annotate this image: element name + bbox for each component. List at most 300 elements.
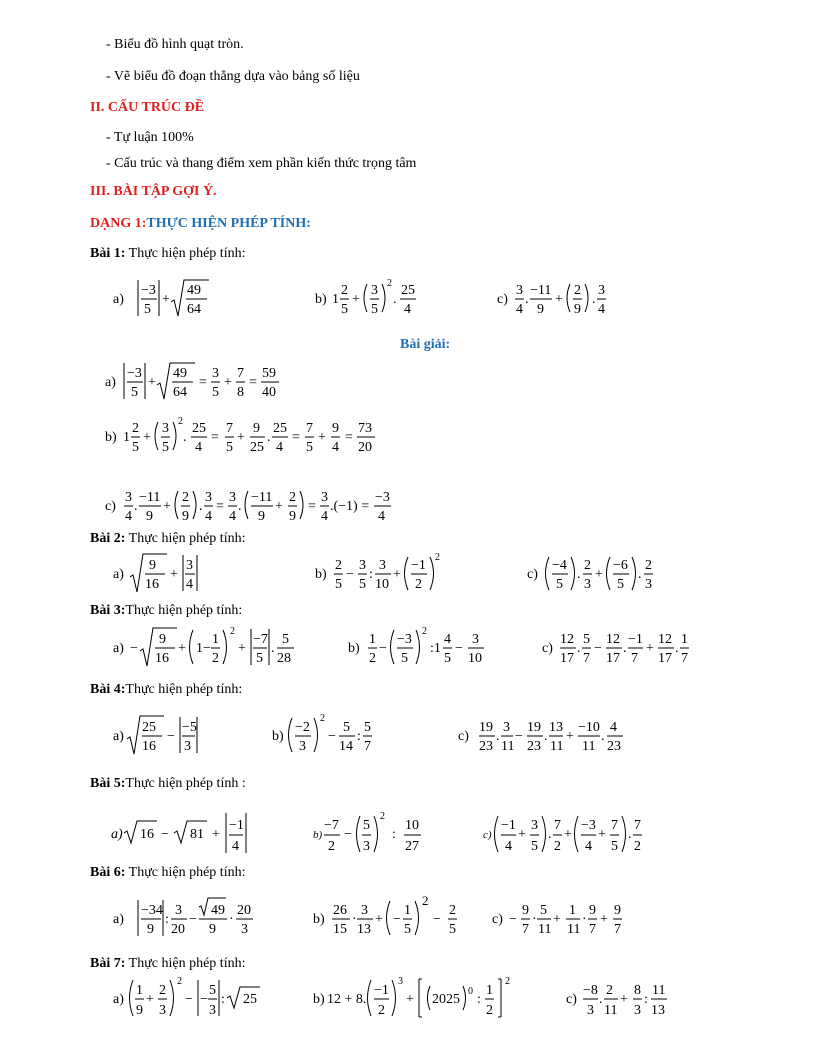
svg-text:2: 2	[230, 626, 235, 637]
bai-5-b-expression	[313, 808, 453, 858]
bai-5-heading	[90, 775, 246, 793]
svg-text:−3: −3	[581, 818, 596, 833]
svg-text:25: 25	[273, 421, 287, 436]
svg-text:a): a)	[113, 292, 124, 307]
svg-text:23: 23	[479, 739, 493, 754]
svg-text:4: 4	[598, 302, 605, 317]
svg-text:20: 20	[237, 903, 251, 918]
svg-text:4: 4	[610, 720, 617, 735]
svg-text:4: 4	[505, 839, 512, 854]
svg-text:.: .	[183, 430, 187, 445]
svg-text:a): a)	[113, 912, 124, 927]
svg-text:−10: −10	[578, 720, 600, 735]
svg-text:.: .	[496, 729, 500, 744]
bai-7-label: Bài 7:	[90, 956, 126, 971]
bai-1-b-expression	[315, 276, 445, 320]
svg-text:2: 2	[369, 651, 376, 666]
svg-text:9: 9	[258, 509, 265, 524]
svg-text:8: 8	[237, 385, 244, 400]
svg-text:3: 3	[184, 739, 191, 754]
bai-3-text: Thực hiện phép tính:	[125, 603, 243, 618]
svg-text:1: 1	[486, 983, 493, 998]
svg-text:5: 5	[401, 651, 408, 666]
svg-text:1: 1	[569, 903, 576, 918]
svg-text:4: 4	[516, 302, 523, 317]
svg-text:3: 3	[159, 1003, 166, 1018]
svg-text:+: +	[146, 992, 154, 1007]
svg-text:.: .	[601, 729, 605, 744]
svg-text:2: 2	[634, 839, 641, 854]
svg-text:−1: −1	[411, 558, 426, 573]
svg-text:4: 4	[186, 577, 193, 592]
svg-text:+: +	[238, 641, 246, 656]
svg-text:a): a)	[113, 992, 124, 1007]
svg-text:−3: −3	[375, 490, 390, 505]
svg-text:+: +	[375, 912, 383, 927]
bai-6-a-expression	[113, 895, 273, 941]
svg-text:=: =	[292, 430, 300, 445]
svg-text:−11: −11	[530, 283, 552, 298]
svg-text:11: 11	[582, 739, 596, 754]
svg-text:−: −	[328, 729, 336, 744]
svg-text:64: 64	[173, 385, 187, 400]
svg-text:4: 4	[232, 839, 239, 854]
svg-text:5: 5	[364, 720, 371, 735]
svg-text:1: 1	[123, 430, 130, 445]
svg-text:−: −	[433, 912, 441, 927]
svg-text:3: 3	[371, 283, 378, 298]
svg-text:2: 2	[554, 839, 561, 854]
svg-text:3: 3	[359, 558, 366, 573]
svg-text:−4: −4	[552, 558, 567, 573]
svg-text:b): b)	[348, 641, 360, 656]
dang-1-title: DẠNG 1:THỰC HIỆN PHÉP TÍNH:	[90, 216, 311, 231]
svg-text:9: 9	[149, 558, 156, 573]
bai-5-label: Bài 5:	[90, 776, 126, 791]
svg-text:+: +	[178, 641, 186, 656]
svg-text:7: 7	[237, 366, 244, 381]
svg-text:3: 3	[645, 577, 652, 592]
structure-item-essay: - Tự luận 100%	[106, 130, 194, 145]
svg-text::: :	[644, 992, 648, 1007]
svg-text:.: .	[271, 641, 275, 656]
svg-text:25: 25	[250, 440, 264, 455]
bai-2-heading	[90, 530, 245, 548]
svg-text:49: 49	[187, 283, 201, 298]
svg-text:3: 3	[398, 976, 403, 987]
svg-text:7: 7	[364, 739, 371, 754]
svg-text:5: 5	[132, 440, 139, 455]
bai-4-c-expression	[458, 712, 638, 758]
svg-text:5: 5	[144, 302, 151, 317]
svg-text:5: 5	[306, 440, 313, 455]
bai-2-label: Bài 2:	[90, 531, 126, 546]
bai-7-b-expression	[313, 974, 533, 1022]
svg-text:−: −	[130, 641, 138, 656]
svg-text:17: 17	[606, 651, 620, 666]
svg-text:·: ·	[229, 912, 234, 927]
svg-text:7: 7	[681, 651, 688, 666]
svg-text:.: .	[592, 292, 596, 307]
svg-text:3: 3	[531, 818, 538, 833]
svg-text:+: +	[224, 375, 232, 390]
svg-text:·: ·	[582, 912, 587, 927]
bai-5-text: Thực hiện phép tính :	[125, 776, 246, 791]
svg-text:5: 5	[611, 839, 618, 854]
svg-text::: :	[221, 992, 225, 1007]
svg-text:5: 5	[583, 632, 590, 647]
svg-text:2: 2	[182, 490, 189, 505]
svg-text:5: 5	[343, 720, 350, 735]
svg-text:+: +	[646, 641, 654, 656]
svg-text:9: 9	[182, 509, 189, 524]
svg-text:8: 8	[634, 983, 641, 998]
svg-text:4: 4	[205, 509, 212, 524]
svg-text:12: 12	[560, 632, 574, 647]
bai-4-b-expression	[272, 712, 392, 758]
svg-text:3: 3	[162, 421, 169, 436]
bai-3-label: Bài 3:	[90, 603, 126, 618]
svg-text:11: 11	[604, 1003, 618, 1018]
bai-7-a-expression	[113, 974, 273, 1022]
svg-text:−: −	[594, 641, 602, 656]
svg-text:5: 5	[282, 632, 289, 647]
svg-text:2: 2	[178, 416, 183, 427]
svg-text:2: 2	[645, 558, 652, 573]
bai-2-a-expression	[113, 550, 223, 596]
svg-text:2: 2	[422, 893, 429, 908]
svg-text:−1: −1	[374, 983, 389, 998]
svg-text:b): b)	[315, 292, 327, 307]
svg-text:.: .	[548, 827, 552, 842]
svg-text:3: 3	[472, 632, 479, 647]
svg-text:4: 4	[585, 839, 592, 854]
svg-text:2: 2	[606, 983, 613, 998]
svg-text:−11: −11	[139, 490, 161, 505]
svg-text:b): b)	[313, 912, 325, 927]
svg-text:5: 5	[617, 577, 624, 592]
svg-text:−5: −5	[182, 720, 197, 735]
svg-text:3: 3	[299, 739, 306, 754]
svg-text:.: .	[199, 499, 203, 514]
svg-text:.: .	[623, 641, 627, 656]
section-structure-title: II. CẤU TRÚC ĐỀ	[90, 100, 205, 115]
svg-text:19: 19	[479, 720, 493, 735]
svg-text:5: 5	[404, 922, 411, 937]
svg-text:2: 2	[505, 976, 510, 987]
svg-text:a): a)	[111, 827, 123, 842]
bai-6-c-expression	[492, 895, 652, 941]
svg-text:4: 4	[444, 632, 451, 647]
svg-text:+: +	[566, 729, 574, 744]
svg-text:+: +	[318, 430, 326, 445]
svg-text:2: 2	[335, 558, 342, 573]
svg-text:−: −	[200, 992, 208, 1007]
svg-text:+: +	[600, 912, 608, 927]
bai-6-b-expression	[313, 895, 473, 941]
bai-5-c-expression	[483, 808, 663, 858]
svg-text:5: 5	[226, 440, 233, 455]
svg-text:40: 40	[262, 385, 276, 400]
svg-text:.: .	[599, 992, 603, 1007]
bai-1-solution-a	[105, 358, 305, 402]
svg-text:.: .	[577, 567, 581, 582]
svg-text:=: =	[345, 430, 353, 445]
bai-3-b-expression	[348, 622, 508, 670]
svg-text:+: +	[163, 499, 171, 514]
bai-6-text: Thực hiện phép tính:	[125, 865, 246, 880]
svg-text:5: 5	[371, 302, 378, 317]
svg-text:b): b)	[315, 567, 327, 582]
svg-text:28: 28	[277, 651, 291, 666]
svg-text:c): c)	[542, 641, 553, 656]
svg-text:3: 3	[361, 903, 368, 918]
svg-text:−2: −2	[295, 720, 310, 735]
bai-3-c-expression	[542, 622, 712, 670]
svg-text:16: 16	[145, 577, 159, 592]
svg-text:4: 4	[276, 440, 283, 455]
svg-text:20: 20	[171, 922, 185, 937]
svg-text:−8: −8	[583, 983, 598, 998]
svg-text:25: 25	[401, 283, 415, 298]
bai-4-a-expression	[113, 712, 223, 758]
svg-text:19: 19	[527, 720, 541, 735]
svg-text:5: 5	[531, 839, 538, 854]
svg-text:13: 13	[651, 1003, 665, 1018]
intro-bullet-pie-chart: - Biểu đồ hình quạt tròn.	[106, 37, 244, 52]
svg-text:7: 7	[226, 421, 233, 436]
svg-text:=: =	[216, 499, 224, 514]
svg-text:23: 23	[527, 739, 541, 754]
section-exercises-title: III. BÀI TẬP GỢI Ý.	[90, 184, 217, 199]
svg-text:16: 16	[140, 827, 154, 842]
svg-text:−1: −1	[229, 818, 244, 833]
svg-text:2: 2	[159, 983, 166, 998]
svg-text::: :	[369, 567, 373, 582]
svg-text:7: 7	[306, 421, 313, 436]
svg-text:4: 4	[229, 509, 236, 524]
bai-7-text: Thực hiện phép tính:	[125, 956, 246, 971]
structure-item-scoring: - Cấu trúc và thang điểm xem phần kiến thức trọng tâm	[106, 156, 417, 171]
svg-text:+: +	[393, 567, 401, 582]
svg-text:−: −	[346, 567, 354, 582]
svg-text:9: 9	[159, 632, 166, 647]
svg-text:5: 5	[131, 385, 138, 400]
svg-text:2: 2	[289, 490, 296, 505]
svg-text:5: 5	[540, 903, 547, 918]
svg-text:+: +	[143, 430, 151, 445]
svg-text:49: 49	[173, 366, 187, 381]
svg-text:2: 2	[387, 278, 392, 289]
svg-text:2: 2	[132, 421, 139, 436]
svg-text:−: −	[185, 992, 193, 1007]
svg-text:c): c)	[527, 567, 538, 582]
svg-text:−1: −1	[501, 818, 516, 833]
svg-text:4: 4	[378, 509, 385, 524]
svg-text:7: 7	[611, 818, 618, 833]
svg-text:+: +	[598, 827, 606, 842]
bai-1-heading	[90, 245, 245, 263]
bai-1-a-expression	[113, 276, 233, 320]
svg-text:+: +	[553, 912, 561, 927]
svg-text:.: .	[525, 292, 529, 307]
svg-text:26: 26	[333, 903, 347, 918]
svg-text:9: 9	[614, 903, 621, 918]
svg-text:25: 25	[142, 720, 156, 735]
svg-text:9: 9	[589, 903, 596, 918]
bai-3-a-expression	[113, 622, 313, 670]
svg-text:11: 11	[567, 922, 581, 937]
svg-text:−: −	[189, 912, 197, 927]
svg-text:2: 2	[435, 552, 440, 563]
svg-text:10: 10	[375, 577, 389, 592]
svg-text:3: 3	[209, 1003, 216, 1018]
svg-text:−11: −11	[251, 490, 273, 505]
svg-text:59: 59	[262, 366, 276, 381]
svg-text:1: 1	[212, 632, 219, 647]
svg-text:7: 7	[631, 651, 638, 666]
svg-text:20: 20	[358, 440, 372, 455]
svg-text:3: 3	[125, 490, 132, 505]
svg-text:+: +	[237, 430, 245, 445]
svg-text:3: 3	[229, 490, 236, 505]
svg-text:+: +	[352, 292, 360, 307]
svg-text:c): c)	[492, 912, 503, 927]
svg-text:12 + 8.: 12 + 8.	[327, 992, 367, 1007]
svg-text:b): b)	[313, 992, 325, 1007]
svg-text:5: 5	[359, 577, 366, 592]
svg-text:2: 2	[574, 283, 581, 298]
svg-text:2: 2	[320, 713, 325, 724]
svg-text:3: 3	[186, 558, 193, 573]
svg-text:=: =	[199, 375, 207, 390]
svg-text:3: 3	[212, 366, 219, 381]
svg-text:9: 9	[522, 903, 529, 918]
svg-text:3: 3	[379, 558, 386, 573]
svg-text:5: 5	[209, 983, 216, 998]
svg-text:23: 23	[607, 739, 621, 754]
bai-1-c-expression	[497, 276, 627, 320]
svg-text:−: −	[393, 912, 401, 927]
svg-text:15: 15	[333, 922, 347, 937]
svg-text:1: 1	[369, 632, 376, 647]
svg-text:a): a)	[105, 375, 116, 390]
svg-text:−: −	[515, 729, 523, 744]
svg-text:a): a)	[113, 641, 124, 656]
bai-7-c-expression	[566, 974, 696, 1022]
svg-text:.: .	[577, 641, 581, 656]
svg-text:9: 9	[332, 421, 339, 436]
svg-text:−7: −7	[324, 818, 339, 833]
svg-text:2: 2	[415, 577, 422, 592]
svg-text:b): b)	[272, 729, 284, 744]
svg-text:3: 3	[205, 490, 212, 505]
svg-text:9: 9	[209, 922, 216, 937]
bai-4-text: Thực hiện phép tính:	[125, 682, 243, 697]
svg-text::: :	[165, 912, 169, 927]
bai-5-a-expression	[111, 808, 251, 858]
svg-text:9: 9	[289, 509, 296, 524]
svg-text:2: 2	[341, 283, 348, 298]
svg-text:16: 16	[155, 651, 169, 666]
svg-text:7: 7	[554, 818, 561, 833]
bai-1-solution-b	[105, 413, 405, 457]
svg-text:4: 4	[321, 509, 328, 524]
svg-text:5: 5	[256, 651, 263, 666]
svg-text:4: 4	[404, 302, 411, 317]
svg-text:b): b)	[313, 829, 323, 841]
svg-text:9: 9	[146, 509, 153, 524]
svg-text::: :	[392, 827, 396, 842]
svg-text:13: 13	[357, 922, 371, 937]
svg-text:25: 25	[192, 421, 206, 436]
svg-text:+: +	[148, 375, 156, 390]
svg-text:7: 7	[589, 922, 596, 937]
svg-text:27: 27	[405, 839, 419, 854]
svg-text:−34: −34	[141, 903, 163, 918]
svg-text:11: 11	[652, 983, 666, 998]
svg-text:+: +	[595, 567, 603, 582]
svg-text:25: 25	[243, 992, 257, 1007]
svg-text:3: 3	[321, 490, 328, 505]
svg-text:3: 3	[634, 1003, 641, 1018]
svg-text:=: =	[249, 375, 257, 390]
svg-text:a): a)	[113, 567, 124, 582]
svg-text:−: −	[344, 827, 352, 842]
svg-text:73: 73	[358, 421, 372, 436]
svg-text:2: 2	[380, 811, 385, 822]
svg-text:.: .	[628, 827, 632, 842]
svg-text:−: −	[455, 641, 463, 656]
svg-text:3: 3	[241, 922, 248, 937]
svg-text:2: 2	[422, 626, 427, 637]
svg-text:81: 81	[190, 827, 204, 842]
svg-text:2: 2	[378, 1003, 385, 1018]
svg-text:c): c)	[497, 292, 508, 307]
svg-text:b): b)	[105, 430, 117, 445]
bai-4-label: Bài 4:	[90, 682, 126, 697]
svg-text:3: 3	[175, 903, 182, 918]
svg-text:9: 9	[147, 922, 154, 937]
svg-text:c): c)	[105, 499, 116, 514]
svg-text:5: 5	[363, 818, 370, 833]
svg-text:3: 3	[516, 283, 523, 298]
svg-text:+: +	[275, 499, 283, 514]
svg-text:c): c)	[566, 992, 577, 1007]
svg-text:9: 9	[136, 1003, 143, 1018]
svg-text:−6: −6	[613, 558, 628, 573]
svg-text:11: 11	[501, 739, 515, 754]
svg-text:−3: −3	[141, 283, 156, 298]
svg-text:2: 2	[328, 839, 335, 854]
svg-text:3: 3	[598, 283, 605, 298]
svg-text:17: 17	[560, 651, 574, 666]
svg-text:7: 7	[583, 651, 590, 666]
bai-1-text: Thực hiện phép tính:	[125, 246, 246, 261]
bai-6-heading	[90, 864, 245, 882]
svg-text:+: +	[564, 827, 572, 842]
svg-text:3: 3	[363, 839, 370, 854]
svg-text:·: ·	[352, 912, 357, 927]
bai-2-b-expression	[315, 550, 465, 596]
bai-2-text: Thực hiện phép tính:	[125, 531, 246, 546]
svg-text:9: 9	[253, 421, 260, 436]
svg-text:.: .	[675, 641, 679, 656]
svg-text:7: 7	[522, 922, 529, 937]
svg-text:.: .	[238, 499, 242, 514]
svg-text:16: 16	[142, 739, 156, 754]
svg-text:17: 17	[658, 651, 672, 666]
